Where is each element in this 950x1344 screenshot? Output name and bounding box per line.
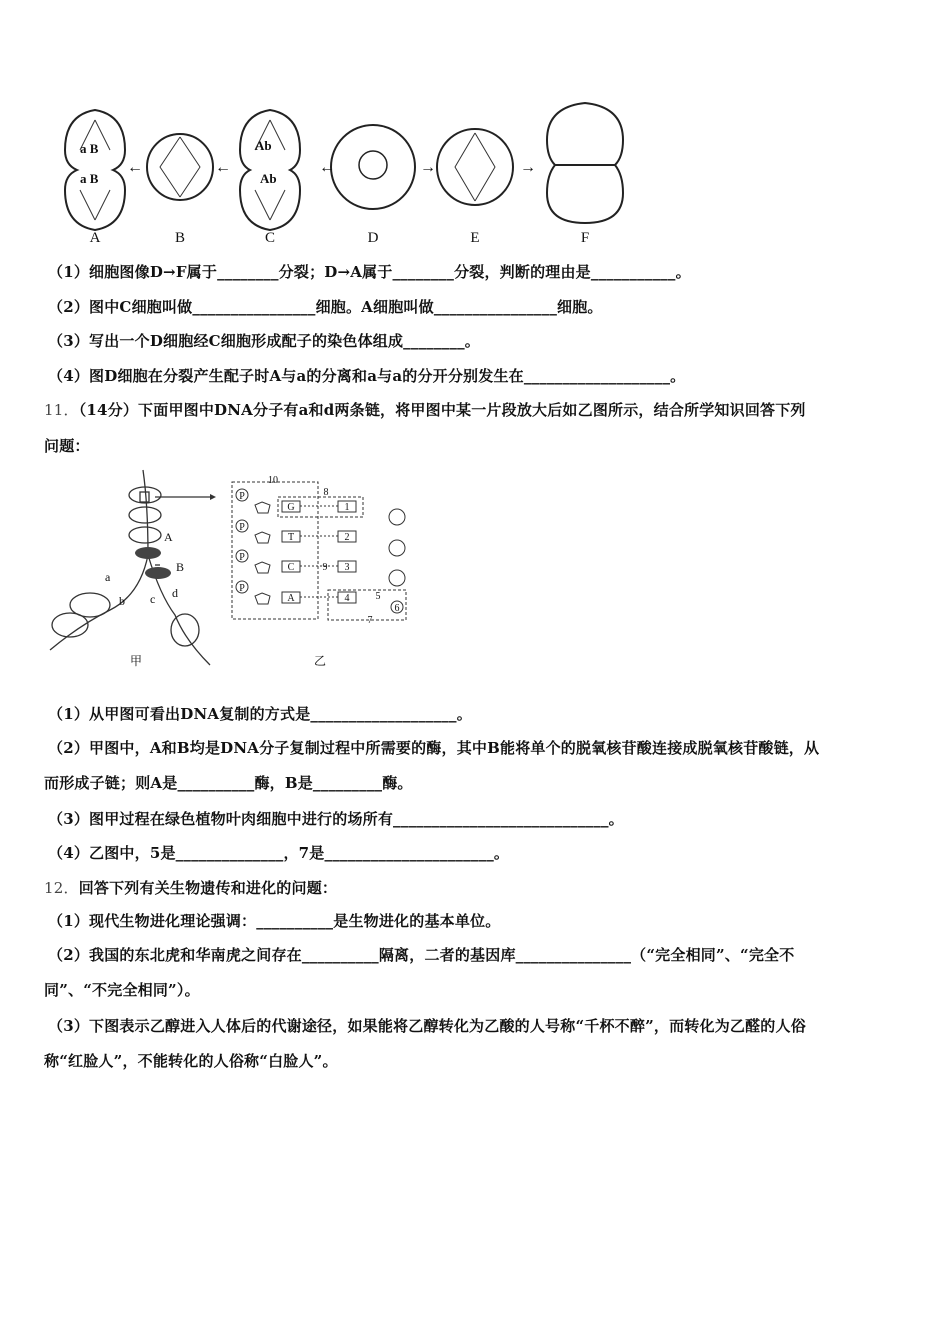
cell-a	[65, 110, 125, 230]
svg-text:a B: a B	[80, 141, 99, 156]
svg-text:P: P	[239, 552, 245, 563]
svg-text:2: 2	[344, 532, 350, 543]
cell-d	[331, 125, 415, 209]
cell-b	[147, 134, 213, 200]
q12-stem-text: 回答下列有关生物遗传和进化的问题：	[78, 879, 338, 897]
svg-text:→: →	[520, 159, 536, 176]
svg-text:Ab: Ab	[260, 171, 277, 186]
cell-label-e: E	[470, 230, 480, 246]
q12-sub3: （3）下图表示乙醇进入人体后的代谢途径，如果能将乙醇转化为乙酸的人号称“千杯不醉”，而转化为乙醛的人俗	[48, 1017, 806, 1035]
q10-sub2: （2）图中C细胞叫做________________细胞。A细胞叫做________________细胞。	[48, 298, 603, 316]
svg-text:T: T	[287, 532, 295, 543]
cell-f	[547, 103, 623, 223]
enzyme-b	[145, 567, 171, 579]
cell-division-figure	[55, 95, 635, 250]
q11-stem-cont: 问题：	[44, 437, 90, 455]
q12-sub2: （2）我国的东北虎和华南虎之间存在__________隔离，二者的基因库_______________（“完全相同”、“完全不	[48, 946, 795, 964]
q10-sub3: （3）写出一个D细胞经C细胞形成配子的染色体组成________。	[48, 332, 480, 350]
cell-label-c: C	[264, 230, 276, 246]
q11-sub4: （4）乙图中，5是______________，7是______________________。	[48, 844, 510, 862]
q12-stem	[44, 877, 337, 898]
q11-stem-text: （14分）下面甲图中DNA分子有a和d两条链，将甲图中某一片段放大后如乙图所示，结合所学知识回答下列	[78, 401, 806, 419]
svg-text:6: 6	[394, 603, 400, 614]
svg-text:Ab: Ab	[255, 138, 272, 153]
cell-label-a: A	[89, 230, 101, 246]
q12-sub1: （1）现代生物进化理论强调：__________是生物进化的基本单位。	[48, 912, 501, 930]
svg-text:1: 1	[344, 502, 350, 513]
enzyme-a	[135, 547, 161, 559]
svg-text:c: c	[150, 592, 156, 606]
svg-text:a B: a B	[80, 171, 99, 186]
q11-stem	[44, 399, 806, 420]
q11-sub3: （3）图甲过程在绿色植物叶肉细胞中进行的场所有____________________________。	[48, 810, 624, 828]
svg-text:9: 9	[322, 562, 328, 573]
q11-number: 11．	[44, 401, 79, 419]
q11-sub2: （2）甲图中，A和B均是DNA分子复制过程中所需要的酶，其中B能将单个的脱氧核苷酸连接成脱氧核苷酸链，从	[48, 739, 820, 757]
svg-text:b: b	[119, 594, 125, 608]
fig-jia	[50, 470, 210, 665]
dna-figure	[40, 465, 420, 675]
q11-sub2-cont: 而形成子链；则A是__________酶，B是_________酶。	[44, 774, 413, 792]
cell-label-f: F	[580, 230, 590, 246]
q12-sub2-cont: 同”、“不完全相同”）。	[44, 981, 200, 999]
svg-text:4: 4	[344, 593, 350, 604]
q10-sub1: （1）细胞图像D→F属于________分裂；D→A属于________分裂，判断的理由是___________。	[48, 263, 691, 281]
svg-text:P: P	[239, 491, 245, 502]
svg-text:3: 3	[344, 562, 350, 573]
cell-label-d: D	[367, 230, 379, 246]
cell-e	[437, 129, 513, 205]
svg-text:8: 8	[323, 487, 329, 498]
svg-text:7: 7	[367, 615, 373, 626]
svg-text:P: P	[239, 522, 245, 533]
svg-text:P: P	[239, 583, 245, 594]
q12-sub3-cont: 称“红脸人”，不能转化的人俗称“白脸人”。	[44, 1052, 338, 1070]
svg-text:a: a	[105, 570, 111, 584]
svg-text:←: ←	[127, 159, 143, 176]
svg-text:C: C	[287, 562, 295, 573]
q10-sub4: （4）图D细胞在分裂产生配子时A与a的分离和a与a的分开分别发生在___________________。	[48, 367, 686, 385]
svg-text:A: A	[164, 530, 173, 544]
svg-text:B: B	[176, 560, 185, 574]
svg-text:→: →	[420, 159, 436, 176]
svg-text:←: ←	[319, 159, 335, 176]
cell-c	[240, 110, 300, 230]
svg-text:G: G	[287, 502, 295, 513]
q11-sub1: （1）从甲图可看出DNA复制的方式是___________________。	[48, 705, 472, 723]
q12-number: 12．	[44, 879, 79, 897]
caption-jia: 甲	[130, 654, 143, 668]
svg-text:A: A	[287, 593, 295, 604]
cell-label-b: B	[174, 230, 186, 246]
svg-text:5: 5	[375, 591, 381, 602]
svg-text:←: ←	[215, 159, 231, 176]
svg-text:10: 10	[268, 475, 278, 486]
svg-text:d: d	[172, 586, 178, 600]
caption-yi: 乙	[313, 654, 327, 668]
